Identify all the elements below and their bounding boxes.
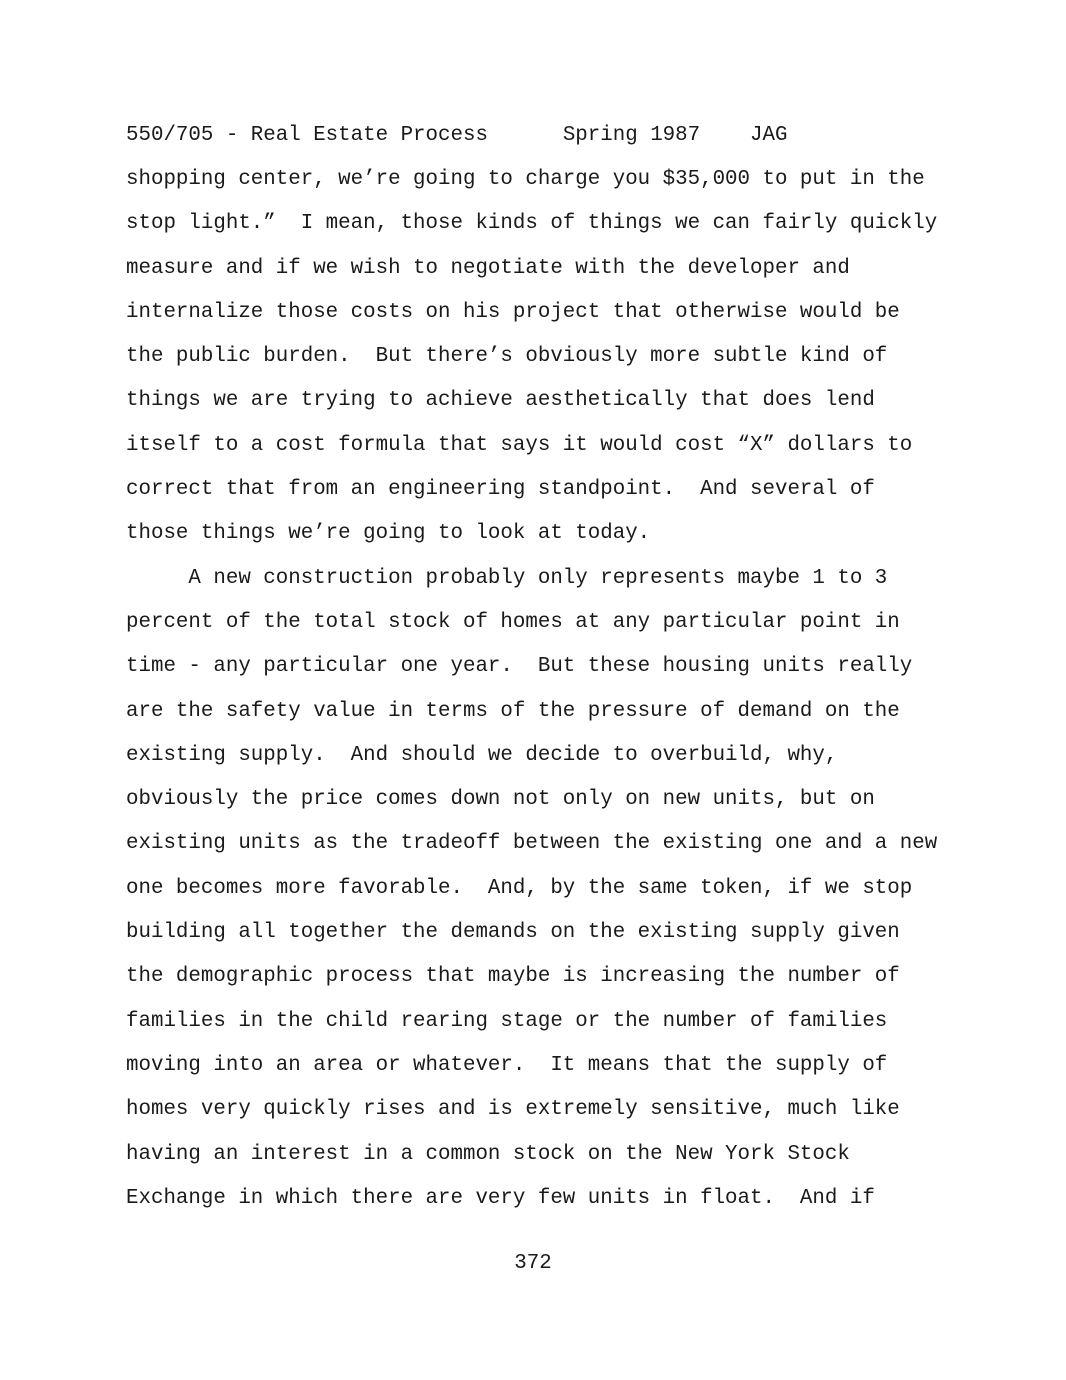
transcript-body [126,166,966,1229]
text-line: itself to a cost formula that says it would cost “X” dollars to [126,433,913,457]
text-line: percent of the total stock of homes at any particular point in [126,610,900,634]
text-line: the public burden. But there’s obviously more subtle kind of [126,345,888,369]
header-term: Spring 1987 [562,124,701,147]
text-line: internalize those costs on his project that otherwise would be [126,300,900,324]
header-initials: JAG [750,124,788,147]
text-line: existing supply. And should we decide to overbuild, why, [126,743,838,767]
text-line: families in the child rearing stage or the number of families [126,1009,888,1033]
text-line: those things we’re going to look at today. [126,522,651,546]
text-line: existing units as the tradeoff between the existing one and a new [126,832,938,856]
text-line: shopping center, we’re going to charge you $35,000 to put in the [126,168,925,191]
text-line: building all together the demands on the existing supply given [126,921,900,945]
text-line: correct that from an engineering standpoint. And several of [126,478,875,502]
text-line: homes very quickly rises and is extremely sensitive, much like [126,1098,900,1122]
header-course: 550/705 - Real Estate Process [126,124,488,147]
text-line: measure and if we wish to negotiate with the developer and [126,256,850,280]
text-line: are the safety value in terms of the pressure of demand on the [126,699,900,723]
page-header [126,122,788,150]
text-line: moving into an area or whatever. It means that the supply of [126,1053,888,1077]
text-line: A new construction probably only represents maybe 1 to 3 [126,566,888,590]
text-line: having an interest in a common stock on the New York Stock [126,1142,850,1166]
text-line: stop light.” I mean, those kinds of things we can fairly quickly [126,212,938,236]
text-line: time - any particular one year. But these housing units really [126,655,913,679]
text-line: Exchange in which there are very few units in float. And if [126,1186,875,1210]
text-line: the demographic process that maybe is increasing the number of [126,965,900,989]
text-line: one becomes more favorable. And, by the same token, if we stop [126,876,913,900]
text-line: obviously the price comes down not only on new units, but on [126,788,875,812]
page-number: 372 [514,1252,552,1275]
text-line: things we are trying to achieve aesthetically that does lend [126,389,875,413]
